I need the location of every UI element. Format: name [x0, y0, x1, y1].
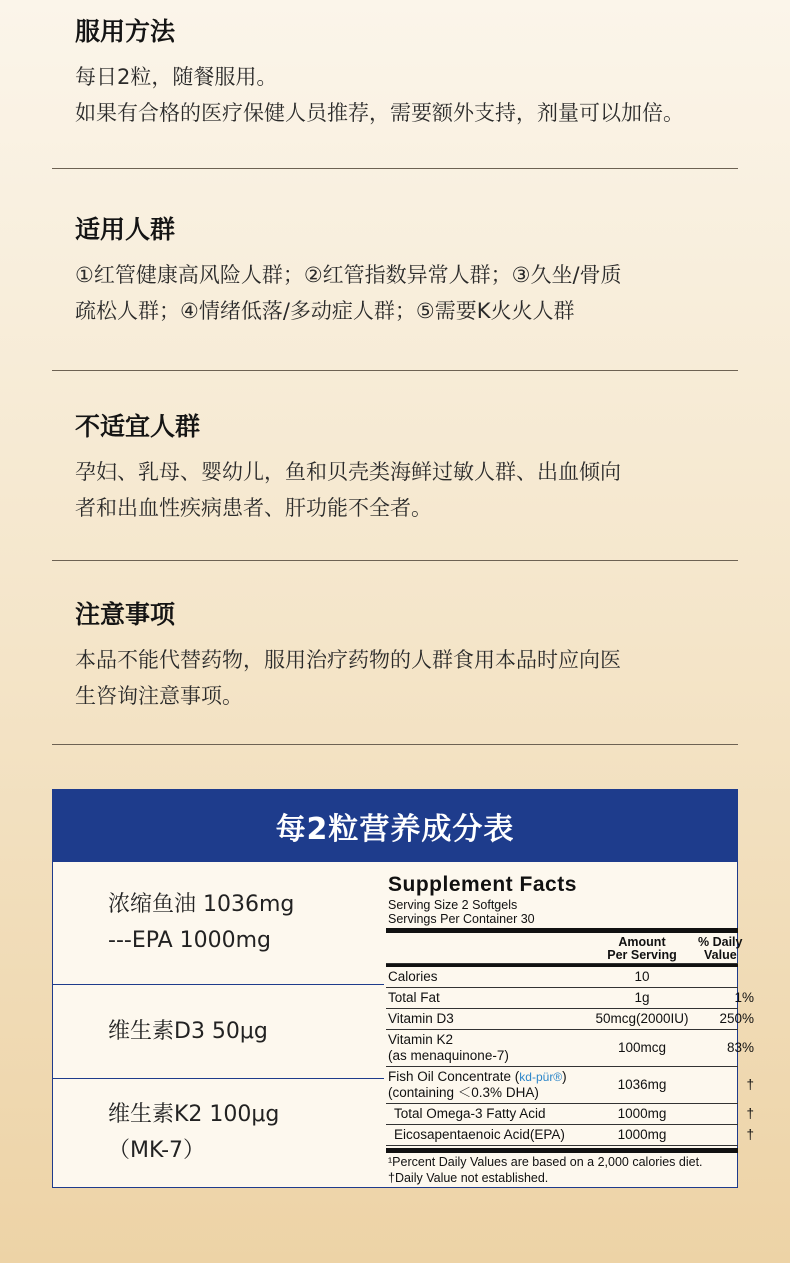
section-title: 服用方法: [75, 17, 176, 46]
brand-mark: kd-pür®: [519, 1070, 563, 1084]
facts-title: Supplement Facts: [388, 873, 577, 896]
section-title: 注意事项: [75, 600, 176, 629]
nutrient-name-line: Fish Oil Concentrate (: [388, 1069, 520, 1084]
nutrient-name: Total Fat: [388, 990, 440, 1005]
body-line: 生咨询注意事项。: [75, 684, 243, 708]
section-body: [75, 454, 740, 526]
amount-header-line: Amount: [618, 935, 666, 949]
section-title: 不适宜人群: [75, 412, 201, 441]
nutrient-name: [388, 1032, 509, 1064]
facts-row: [386, 988, 754, 1009]
facts-row: [386, 1067, 754, 1104]
facts-header-row: [386, 933, 743, 964]
divider: [52, 370, 738, 371]
divider: [52, 560, 738, 561]
divider: [52, 168, 738, 169]
facts-row: [386, 1009, 754, 1030]
nutrient-amount: 1g: [634, 990, 650, 1005]
facts-row: [386, 1125, 754, 1146]
ingredient-line: 维生素K2 100μg: [108, 1102, 280, 1127]
nutrient-name-line: (containing ＜0.3% DHA): [388, 1085, 539, 1100]
dv-header: [698, 936, 754, 962]
ingredient-list: [53, 862, 384, 1187]
nutrient-amount: 10: [634, 969, 650, 984]
nutrient-name: Calories: [388, 969, 438, 984]
section-suitable: [75, 215, 740, 329]
nutrient-name-line: (as menaquinone-7): [388, 1048, 509, 1063]
dv-header-line: % Daily: [698, 935, 743, 949]
section-unsuitable: [75, 412, 740, 526]
nutrient-dv: 83%: [726, 1040, 754, 1055]
ingredient-row: [53, 1079, 384, 1187]
nutrient-name: Eicosapentaenoic Acid(EPA): [394, 1127, 565, 1142]
nutrient-dv: 250%: [719, 1011, 754, 1026]
nutrient-name-line: ): [562, 1069, 567, 1084]
supplement-facts: [386, 872, 754, 1185]
body-line: 者和出血性疾病患者、肝功能不全者。: [75, 496, 432, 520]
dv-header-line: Value: [704, 948, 737, 962]
nutrient-amount: 50mcg(2000IU): [595, 1011, 689, 1026]
amount-header-line: Per Serving: [607, 948, 677, 962]
panel-header: 每2粒营养成分表: [53, 790, 737, 862]
ingredient-line: ---EPA 1000mg: [108, 928, 272, 953]
nutrient-dv: †: [746, 1077, 754, 1092]
section-usage: [75, 17, 740, 131]
facts-row: [386, 967, 738, 988]
nutrient-name: Total Omega-3 Fatty Acid: [394, 1106, 546, 1121]
section-body: [75, 59, 740, 131]
footnote-dv: ¹Percent Daily Values are based on a 2,000 calories diet.: [388, 1155, 703, 1169]
nutrient-amount: 100mcg: [617, 1040, 667, 1055]
ingredient-line: 维生素D3 50μg: [108, 1018, 268, 1044]
nutrient-amount: 1036mg: [617, 1077, 667, 1092]
section-body: [75, 642, 740, 714]
footnote-not-established: †Daily Value not established.: [388, 1171, 549, 1185]
servings-per-container: Servings Per Container 30: [388, 912, 535, 926]
nutrient-name: Vitamin D3: [388, 1011, 454, 1026]
section-title: 适用人群: [75, 215, 176, 244]
facts-row: [386, 1104, 754, 1125]
ingredient-line: 浓缩鱼油 1036mg: [108, 892, 295, 917]
body-line: 如果有合格的医疗保健人员推荐，需要额外支持，剂量可以加倍。: [75, 101, 684, 125]
nutrient-amount: 1000mg: [617, 1106, 667, 1121]
body-line: 本品不能代替药物，服用治疗药物的人群食用本品时应向医: [75, 648, 621, 672]
facts-bar: [386, 1148, 738, 1153]
body-line: 孕妇、乳母、婴幼儿，鱼和贝壳类海鲜过敏人群、出血倾向: [75, 460, 621, 484]
nutrient-dv: †: [746, 1106, 754, 1121]
section-body: [75, 257, 740, 329]
nutrient-dv: 1%: [734, 990, 754, 1005]
amount-header: [586, 936, 698, 962]
section-notes: [75, 600, 740, 714]
serving-size: Serving Size 2 Softgels: [388, 898, 518, 912]
nutrient-name: [388, 1069, 567, 1101]
body-line: 每日2粒，随餐服用。: [75, 65, 278, 89]
ingredient-row: [53, 985, 384, 1079]
facts-row: [386, 1030, 754, 1067]
nutrient-dv: †: [746, 1127, 754, 1142]
nutrient-amount: 1000mg: [617, 1127, 667, 1142]
ingredient-line: （MK-7）: [108, 1138, 206, 1163]
nutrient-name-line: Vitamin K2: [388, 1032, 454, 1047]
body-line: ①红管健康高风险人群；②红管指数异常人群；③久坐/骨质: [75, 263, 622, 287]
body-line: 疏松人群；④情绪低落/多动症人群；⑤需要K火火人群: [75, 299, 575, 323]
divider: [52, 744, 738, 745]
ingredient-row: [53, 862, 384, 985]
nutrition-panel: [52, 789, 754, 1188]
